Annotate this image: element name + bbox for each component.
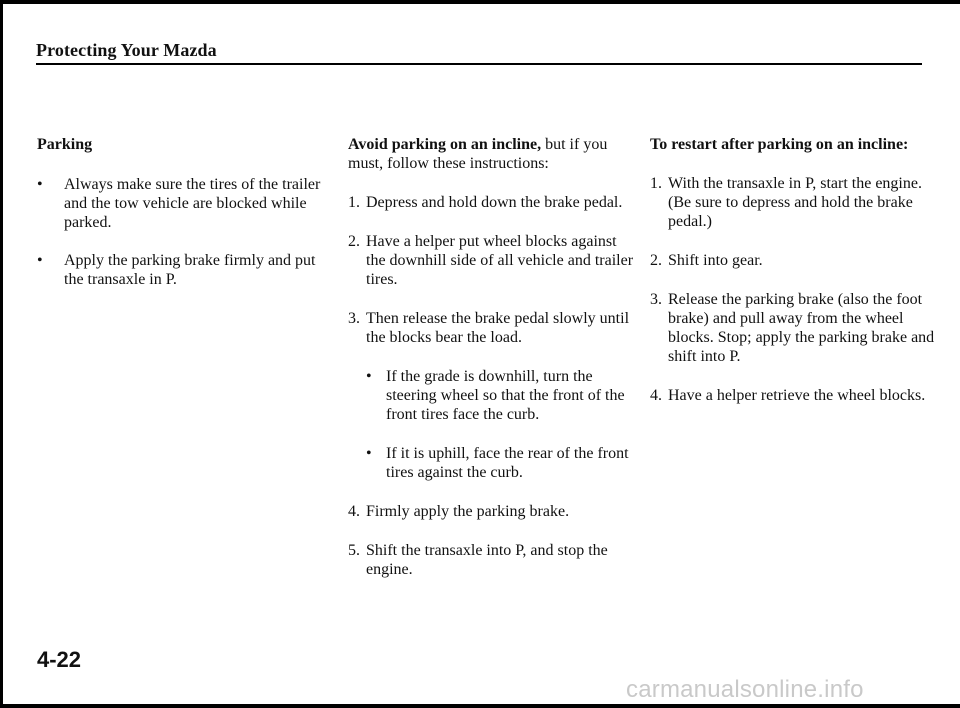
step-text: Firmly apply the parking brake. [366, 503, 570, 520]
page-border-top [0, 0, 960, 4]
incline-sub-bullet-list [366, 367, 638, 482]
watermark: carmanualsonline.info [626, 676, 864, 703]
restart-steps-list [650, 174, 940, 405]
list-item [348, 502, 638, 521]
list-item [650, 386, 940, 405]
incline-steps-list [348, 193, 638, 579]
step-text: Have a helper retrieve the wheel blocks. [668, 387, 926, 404]
bullet-icon: • [366, 445, 372, 462]
step-number: 1. [348, 194, 360, 211]
step-text: Shift into gear. [668, 252, 763, 269]
step-text: Release the parking brake (also the foot brake) and pull away from the wheel blocks. Stop; apply the parking brake and shift into P. [668, 291, 935, 365]
restart-heading: To restart after parking on an incline: [650, 136, 909, 153]
list-item [366, 444, 638, 482]
step-text: Then release the brake pedal slowly until the blocks bear the load. [366, 310, 630, 346]
header-rule [36, 63, 922, 65]
step-number: 2. [650, 252, 662, 269]
page-border-left [0, 0, 3, 708]
list-item [650, 174, 940, 231]
step-number: 2. [348, 233, 360, 250]
bullet-text: Apply the parking brake firmly and put the transaxle in P. [64, 252, 316, 288]
list-item [650, 251, 940, 270]
step-number: 4. [650, 387, 662, 404]
step-text: Shift the transaxle into P, and stop the engine. [366, 542, 608, 578]
step-number: 1. [650, 175, 662, 192]
step-number: 3. [348, 310, 360, 327]
column-parking [37, 135, 327, 289]
incline-intro-rest: but if you must, follow these instructions: [348, 136, 608, 172]
bullet-icon: • [37, 176, 43, 193]
section-header: Protecting Your Mazda [36, 40, 217, 60]
list-item [348, 541, 638, 579]
list-item [348, 309, 638, 482]
list-item [366, 367, 638, 424]
list-item [348, 193, 638, 212]
step-number: 3. [650, 291, 662, 308]
list-item [37, 175, 327, 232]
sub-bullet-text: If it is uphill, face the rear of the front tires against the curb. [386, 445, 629, 481]
bullet-icon: • [366, 368, 372, 385]
bullet-icon: • [37, 252, 43, 269]
list-item [37, 251, 327, 289]
page-number: 4-22 [37, 647, 82, 672]
column-incline-instructions [348, 135, 638, 579]
incline-intro [348, 135, 638, 173]
sub-bullet-text: If the grade is downhill, turn the steering wheel so that the front of the front tires face the curb. [386, 368, 625, 423]
step-text: Have a helper put wheel blocks against the downhill side of all vehicle and trailer tires. [366, 233, 634, 288]
list-item [348, 232, 638, 289]
column-restart-instructions [650, 135, 940, 405]
parking-heading: Parking [37, 136, 93, 153]
step-text: Depress and hold down the brake pedal. [366, 194, 623, 211]
bullet-text: Always make sure the tires of the trailer and the tow vehicle are blocked while parked. [64, 176, 321, 231]
step-text: With the transaxle in P, start the engine. (Be sure to depress and hold the brake pedal.) [668, 175, 922, 230]
page-border-bottom [0, 704, 960, 708]
step-number: 5. [348, 542, 360, 559]
parking-bullet-list [37, 175, 327, 289]
step-number: 4. [348, 503, 360, 520]
incline-intro-bold: Avoid parking on an incline, [348, 136, 542, 153]
list-item [650, 290, 940, 366]
